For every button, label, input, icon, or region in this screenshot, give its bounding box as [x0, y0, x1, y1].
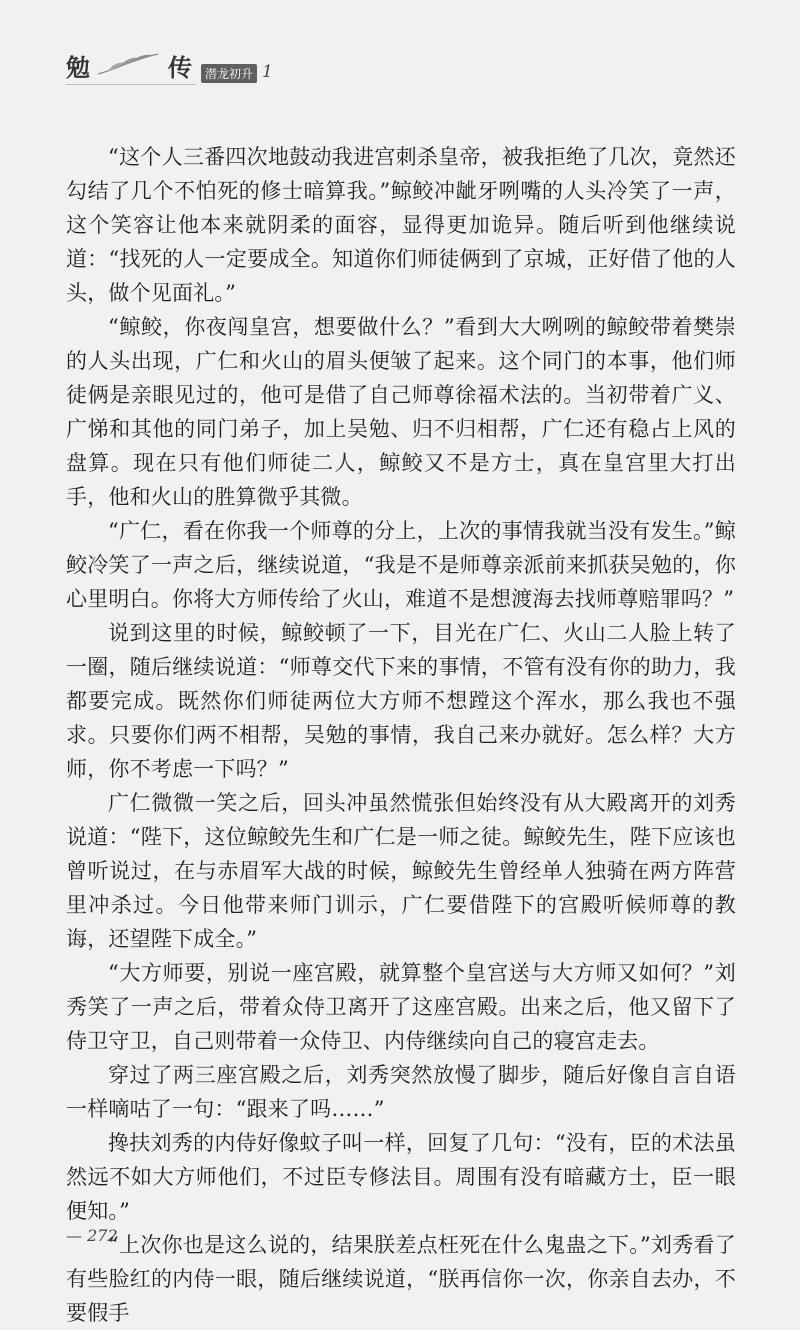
header-subtitle: 潜龙初升: [201, 64, 257, 83]
running-header: [66, 44, 306, 84]
feather-ornament-icon: [94, 50, 164, 80]
paragraph: “鲸鲛，你夜闯皇宫，想要做什么？”看到大大咧咧的鲸鲛带着樊崇的人头出现，广仁和火山的眉头便皱了起来。这个同门的本事，他们师徒俩是亲眼见过的，他可是借了自己师尊徐福术法的。当初带着广义、广悌和其他的同门弟子，加上吴勉、归不归相帮，广仁还有稳占上风的盘算。现在只有他们师徒二人，鲸鲛又不是方士，真在皇宫里大打出手，他和火山的胜算微乎其微。: [66, 315, 736, 509]
paragraph: 说到这里的时候，鲸鲛顿了一下，目光在广仁、火山二人脸上转了一圈，随后继续说道：“师尊交代下来的事情，不管有没有你的助力，我都要完成。既然你们师徒两位大方师不想蹚这个浑水，那么我也不强求。只要你们两不相帮，吴勉的事情，我自己来办就好。怎么样？大方师，你不考虑一下吗？”: [66, 621, 736, 781]
paragraph: “大方师要，别说一座宫殿，就算整个皇宫送与大方师又如何？”刘秀笑了一声之后，带着众侍卫离开了这座宫殿。出来之后，他又留下了侍卫守卫，自己则带着一众侍卫、内侍继续向自己的寝宫走去。: [66, 961, 736, 1053]
paragraph: 穿过了两三座宫殿之后，刘秀突然放慢了脚步，随后好像自言自语一样嘀咕了一句：“跟来了吗……”: [66, 1063, 736, 1121]
header-rule: [66, 84, 196, 85]
paragraph: “广仁，看在你我一个师尊的分上，上次的事情我就当没有发生。”鲸鲛冷笑了一声之后，继续说道，“我是不是师尊亲派前来抓获吴勉的，你心里明白。你将大方师传给了火山，难道不是想渡海去找师尊赔罪吗？”: [66, 519, 736, 611]
body-text: [66, 140, 736, 1330]
page-number: — 272: [66, 1226, 118, 1245]
header-title-char-1: 勉: [66, 53, 90, 82]
paragraph: “上次你也是这么说的，结果朕差点枉死在什么鬼蛊之下。”刘秀看了有些脸红的内侍一眼，随后继续说道，“朕再信你一次，你亲自去办，不要假手: [66, 1233, 736, 1325]
header-title-char-2: 传: [168, 53, 192, 82]
paragraph: 搀扶刘秀的内侍好像蚊子叫一样，回复了几句：“没有，臣的术法虽然远不如大方师他们，不过臣专修法目。周围有没有暗藏方士，臣一眼便知。”: [66, 1131, 736, 1223]
header-volume: 1: [262, 62, 273, 82]
paragraph: 广仁微微一笑之后，回头冲虽然慌张但始终没有从大殿离开的刘秀说道：“陛下，这位鲸鲛先生和广仁是一师之徒。鲸鲛先生，陛下应该也曾听说过，在与赤眉军大战的时候，鲸鲛先生曾经单人独骑在两方阵营里冲杀过。今日他带来师门训示，广仁要借陛下的宫殿听候师尊的教诲，还望陛下成全。”: [66, 791, 736, 951]
paragraph: “这个人三番四次地鼓动我进宫刺杀皇帝，被我拒绝了几次，竟然还勾结了几个不怕死的修士暗算我。”鲸鲛冲龇牙咧嘴的人头冷笑了一声，这个笑容让他本来就阴柔的面容，显得更加诡异。随后听到他继续说道：“找死的人一定要成全。知道你们师徒俩到了京城，正好借了他的人头，做个见面礼。”: [66, 145, 736, 305]
